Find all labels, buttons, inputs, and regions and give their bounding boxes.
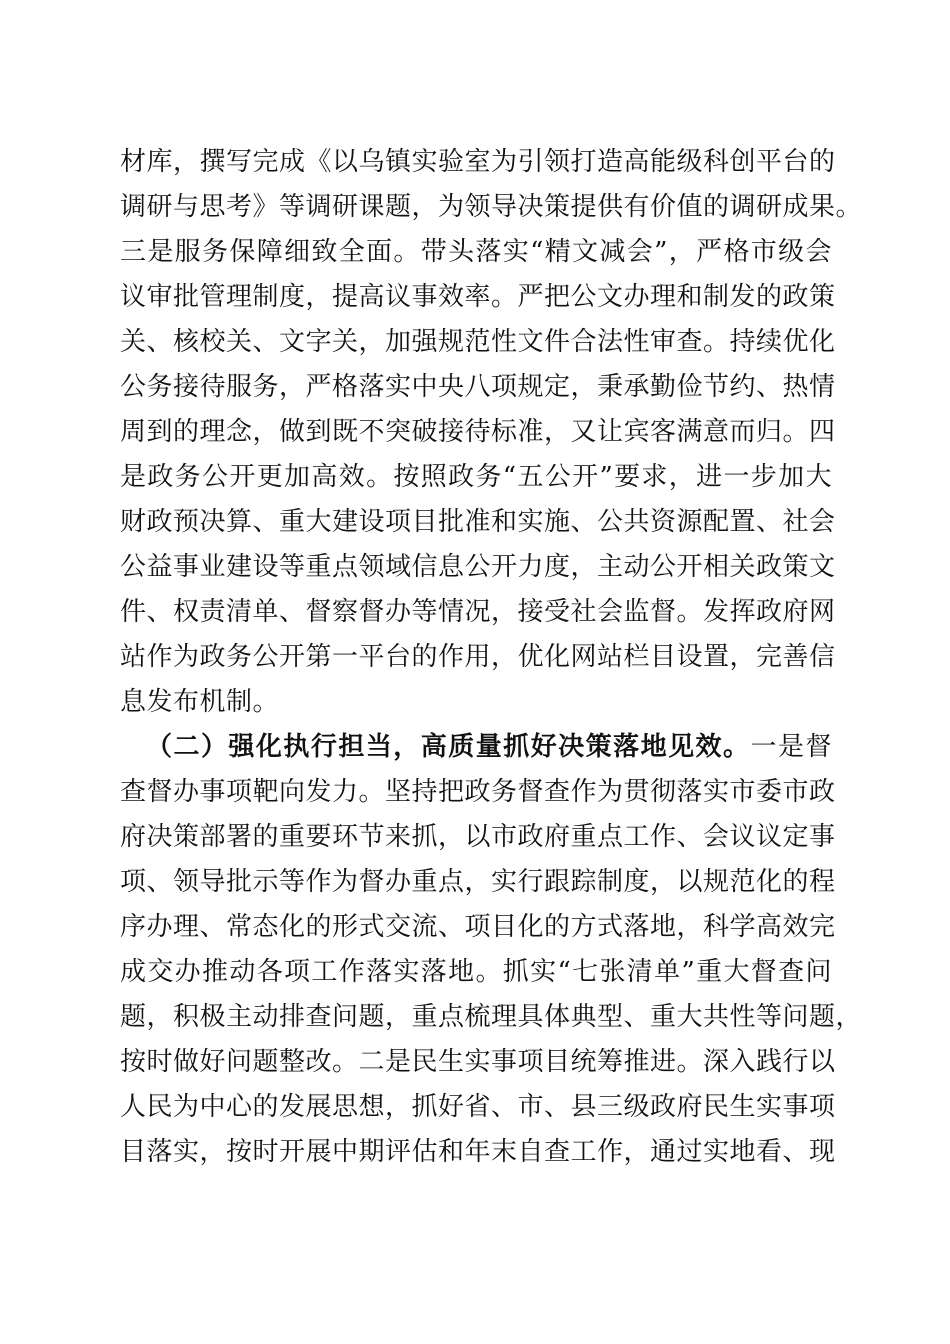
text-line: 查督办事项靶向发力。坚持把政务督查作为贯彻落实市委市政 [120,777,836,807]
text-run: 一是督 [750,732,832,762]
text-line: 材库，撰写完成《以乌镇实验室为引领打造高能级科创平台的 [120,147,836,177]
text-line: 公益事业建设等重点领域信息公开力度，主动公开相关政策文 [120,552,836,582]
paragraph-1 [120,140,863,725]
text-line: 件、权责清单、督察督办等情况，接受社会监督。发挥政府网 [120,597,836,627]
body-text [120,140,863,1175]
text-line: 财政预决算、重大建设项目批准和实施、公共资源配置、社会 [120,507,836,537]
text-line: 项、领导批示等作为督办重点，实行跟踪制度，以规范化的程 [120,867,836,897]
paragraph-2 [120,725,863,1175]
text-line: 目落实，按时开展中期评估和年末自查工作，通过实地看、现 [120,1137,836,1167]
text-line: 议审批管理制度，提高议事效率。严把公文办理和制发的政策 [120,282,836,312]
section-heading-line [120,725,832,770]
section-heading: （二）强化执行担当，高质量抓好决策落地见效。 [146,732,751,762]
text-line: 人民为中心的发展思想，抓好省、市、县三级政府民生实事项 [120,1092,836,1122]
text-line: 周到的理念，做到既不突破接待标准，又让宾客满意而归。四 [120,417,836,447]
text-line: 府决策部署的重要环节来抓，以市政府重点工作、会议议定事 [120,822,836,852]
text-line: 按时做好问题整改。二是民生实事项目统筹推进。深入践行以 [120,1047,836,1077]
text-line: 公务接待服务，严格落实中央八项规定，秉承勤俭节约、热情 [120,372,836,402]
text-line: 是政务公开更加高效。按照政务“五公开”要求，进一步加大 [120,462,832,492]
text-line: 成交办推动各项工作落实落地。抓实“七张清单”重大督查问 [120,957,832,987]
text-line: 序办理、常态化的形式交流、项目化的方式落地，科学高效完 [120,912,836,942]
text-line: 调研与思考》等调研课题，为领导决策提供有价值的调研成果。 [120,192,863,222]
text-line: 三是服务保障细致全面。带头落实“精文减会”，严格市级会 [120,237,832,267]
text-line: 站作为政务公开第一平台的作用，优化网站栏目设置，完善信 [120,642,836,672]
text-line: 息发布机制。 [120,687,280,717]
text-line: 关、核校关、文字关，加强规范性文件合法性审查。持续优化 [120,327,836,357]
text-line: 题，积极主动排查问题，重点梳理具体典型、重大共性等问题， [120,1002,863,1032]
